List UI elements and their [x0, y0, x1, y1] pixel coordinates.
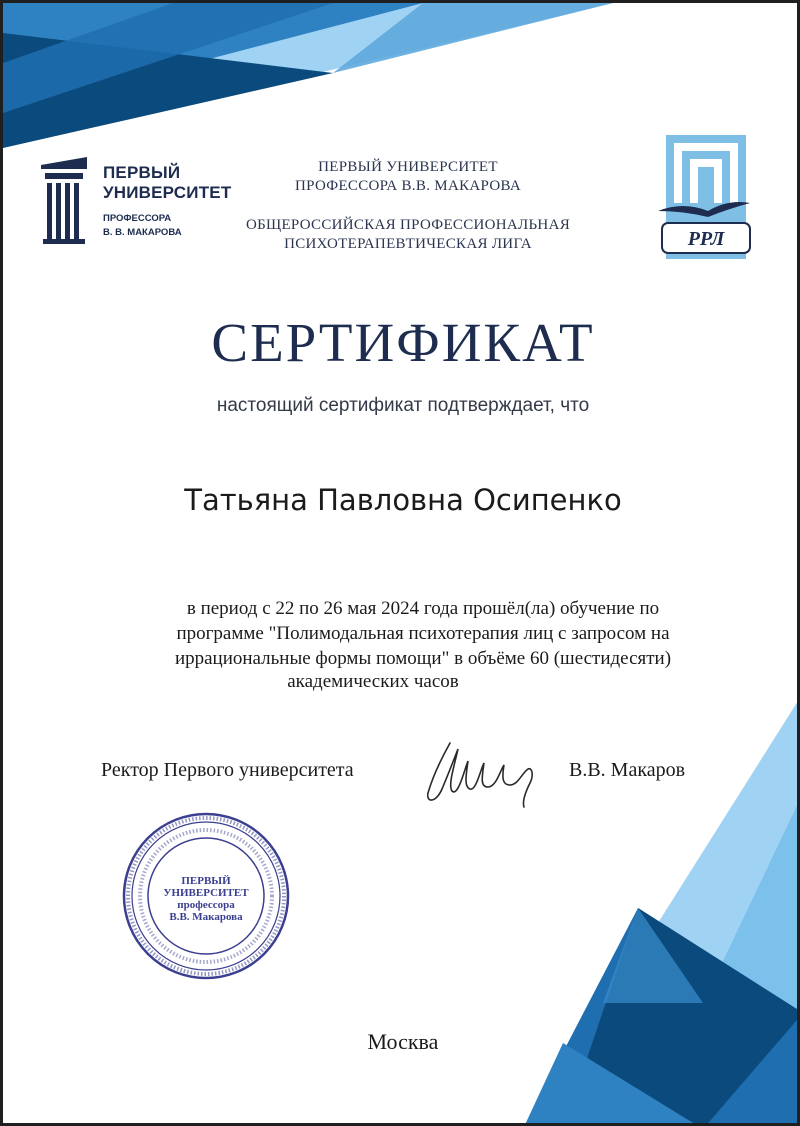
logo-text-line1: ПЕРВЫЙ	[103, 163, 181, 182]
body-line-1: в период с 22 по 26 мая 2024 года прошёл(ла) обучение по	[186, 598, 660, 619]
signature	[418, 731, 558, 816]
body-line-2: программе "Полимодальная психотерапия лиц с запросом на	[176, 623, 670, 644]
organization-league	[223, 216, 593, 254]
league-logo-text: РРЛ	[687, 228, 725, 250]
body-line-3: иррациональные формы помощи" в объёме 60 (шестидесяти)	[174, 648, 672, 669]
org2-line2: ПСИХОТЕРАПЕВТИЧЕСКАЯ ЛИГА	[284, 236, 532, 252]
org2-line1: ОБЩЕРОССИЙСКАЯ ПРОФЕССИОНАЛЬНАЯ	[245, 217, 571, 233]
stamp-line-2: УНИВЕРСИТЕТ	[163, 887, 249, 899]
logo-text-line3: ПРОФЕССОРА	[103, 213, 172, 224]
stamp-line-3: профессора	[177, 899, 235, 911]
league-logo	[658, 131, 758, 263]
certificate-subtitle: настоящий сертификат подтверждает, что	[216, 395, 590, 416]
organization-university	[243, 158, 573, 196]
official-stamp	[121, 811, 291, 981]
stamp-line-4: В.В. Макарова	[169, 911, 243, 923]
org1-line1: ПЕРВЫЙ УНИВЕРСИТЕТ	[318, 159, 498, 175]
recipient-name: Татьяна Павловна Осипенко	[184, 483, 622, 517]
column-icon	[41, 155, 89, 245]
city: Москва	[367, 1029, 439, 1054]
stamp-line-1: ПЕРВЫЙ	[181, 875, 231, 887]
org1-line2: ПРОФЕССОРА В.В. МАКАРОВА	[295, 178, 521, 194]
signatory-name: В.В. Макаров	[569, 759, 686, 781]
certificate-title: СЕРТИФИКАТ	[211, 312, 595, 373]
university-logo	[41, 155, 232, 250]
logo-text-line4: В. В. МАКАРОВА	[103, 227, 182, 238]
body-line-4: академических часов	[287, 671, 459, 692]
logo-text-line2: УНИВЕРСИТЕТ	[103, 183, 232, 202]
signatory-position: Ректор Первого университета	[101, 759, 354, 781]
